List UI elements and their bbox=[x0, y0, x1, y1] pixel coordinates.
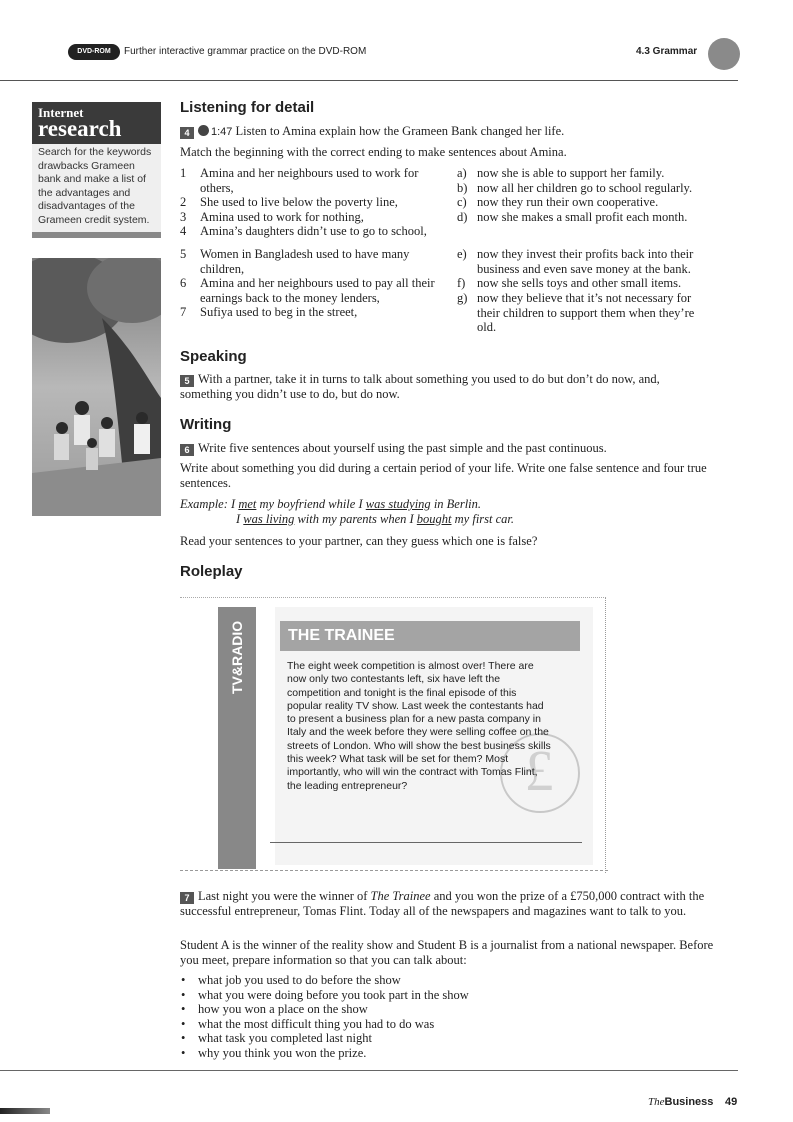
header-section-label: 4.3 Grammar bbox=[636, 46, 698, 57]
trainee-article-text: The eight week competition is almost over! There are now only two contestants left, six have left the competition and tonight is the final episode of this popular reality TV show. Last week the contestants had to present a business plan for a new pasta company in Italy and the week before they were selling coffee on the streets of London. Who will show the best business skills this week? What task will be set for them? Most importantly, who will win the contract with Tomas Flint, the leading entrepreneur? bbox=[287, 660, 551, 792]
footer-brand: TheBusiness bbox=[648, 1096, 714, 1108]
roleplay-student-instruction: Student A is the winner of the reality show and Student B is a journalist from a national newspaper. Before you meet, prepare information so that you can talk about: bbox=[180, 938, 714, 967]
internet-research-title-small: Internet bbox=[38, 105, 84, 120]
trainee-divider bbox=[270, 842, 582, 843]
trainee-title: THE TRAINEE bbox=[288, 627, 395, 644]
header-circle-decoration bbox=[708, 38, 740, 70]
task-4-instruction bbox=[180, 124, 564, 140]
task-number-badge: 5 bbox=[180, 375, 194, 387]
internet-research-title-big: research bbox=[38, 116, 122, 141]
matching-instruction: Match the beginning with the correct ending to make sentences about Amina. bbox=[180, 145, 567, 159]
list-item: • what job you used to do before the show bbox=[180, 973, 700, 988]
task-4-text: Listen to Amina explain how the Grameen Bank changed her life. bbox=[235, 124, 565, 138]
speaking-task-text: With a partner, take it in turns to talk about something you used to do but don’t do now, and, something you didn’t use to do, but do now. bbox=[180, 372, 660, 401]
audio-track-number: 1:47 bbox=[211, 126, 233, 138]
header-divider bbox=[0, 80, 738, 81]
corner-decoration bbox=[0, 1108, 50, 1114]
task-number-badge: 4 bbox=[180, 127, 194, 139]
header-dvd-note: Further interactive grammar practice on the DVD-ROM bbox=[124, 46, 367, 57]
listening-section-title: Listening for detail bbox=[180, 99, 315, 116]
writing-example-1: Example: I met my boyfriend while I was studying in Berlin. bbox=[180, 497, 482, 511]
page-number: 49 bbox=[725, 1096, 738, 1108]
children-photo bbox=[32, 258, 161, 516]
cd-audio-icon bbox=[198, 125, 209, 136]
writing-example-2: I was living with my parents when I bought my first car. bbox=[236, 512, 515, 526]
internet-research-text: Search for the keywords drawbacks Grameen bank and make a list of the advantages and disadvantages of the Grameen credit system. bbox=[38, 146, 152, 226]
writing-section-title: Writing bbox=[180, 416, 232, 433]
writing-instruction: Write about something you did during a certain period of your life. Write one false sentence and four true sentences. bbox=[180, 461, 707, 490]
writing-read-instruction: Read your sentences to your partner, can they guess which one is false? bbox=[180, 534, 538, 548]
internet-research-footer-bar bbox=[32, 232, 161, 238]
list-item: • what the most difficult thing you had to do was bbox=[180, 1017, 700, 1032]
list-item: • how you won a place on the show bbox=[180, 1002, 700, 1017]
pound-sign-icon: £ bbox=[524, 738, 554, 803]
list-item: • why you think you won the prize. bbox=[180, 1046, 700, 1061]
roleplay-section-title: Roleplay bbox=[180, 563, 243, 580]
footer-divider bbox=[0, 1070, 738, 1071]
speaking-section-title: Speaking bbox=[180, 348, 247, 365]
tv-radio-label: TV&RADIO bbox=[229, 620, 245, 694]
writing-task-text: Write five sentences about yourself using the past simple and the past continuous. bbox=[198, 441, 607, 455]
roleplay-task: 7 Last night you were the winner of The Trainee and you won the prize of a £750,000 contract with the successful entrepreneur, Tomas Flint. Today all of the newspapers and magazines want to talk to you. bbox=[180, 889, 705, 918]
trainee-torn-edge bbox=[180, 862, 608, 871]
dvd-rom-badge: DVD-ROM bbox=[68, 44, 120, 60]
task-number-badge: 7 bbox=[180, 892, 194, 904]
task-number-badge: 6 bbox=[180, 444, 194, 456]
roleplay-bullet-list bbox=[180, 973, 700, 1060]
list-item: • what you were doing before you took part in the show bbox=[180, 988, 700, 1003]
speaking-task bbox=[180, 372, 710, 402]
list-item: • what task you completed last night bbox=[180, 1031, 700, 1046]
writing-task bbox=[180, 441, 710, 456]
